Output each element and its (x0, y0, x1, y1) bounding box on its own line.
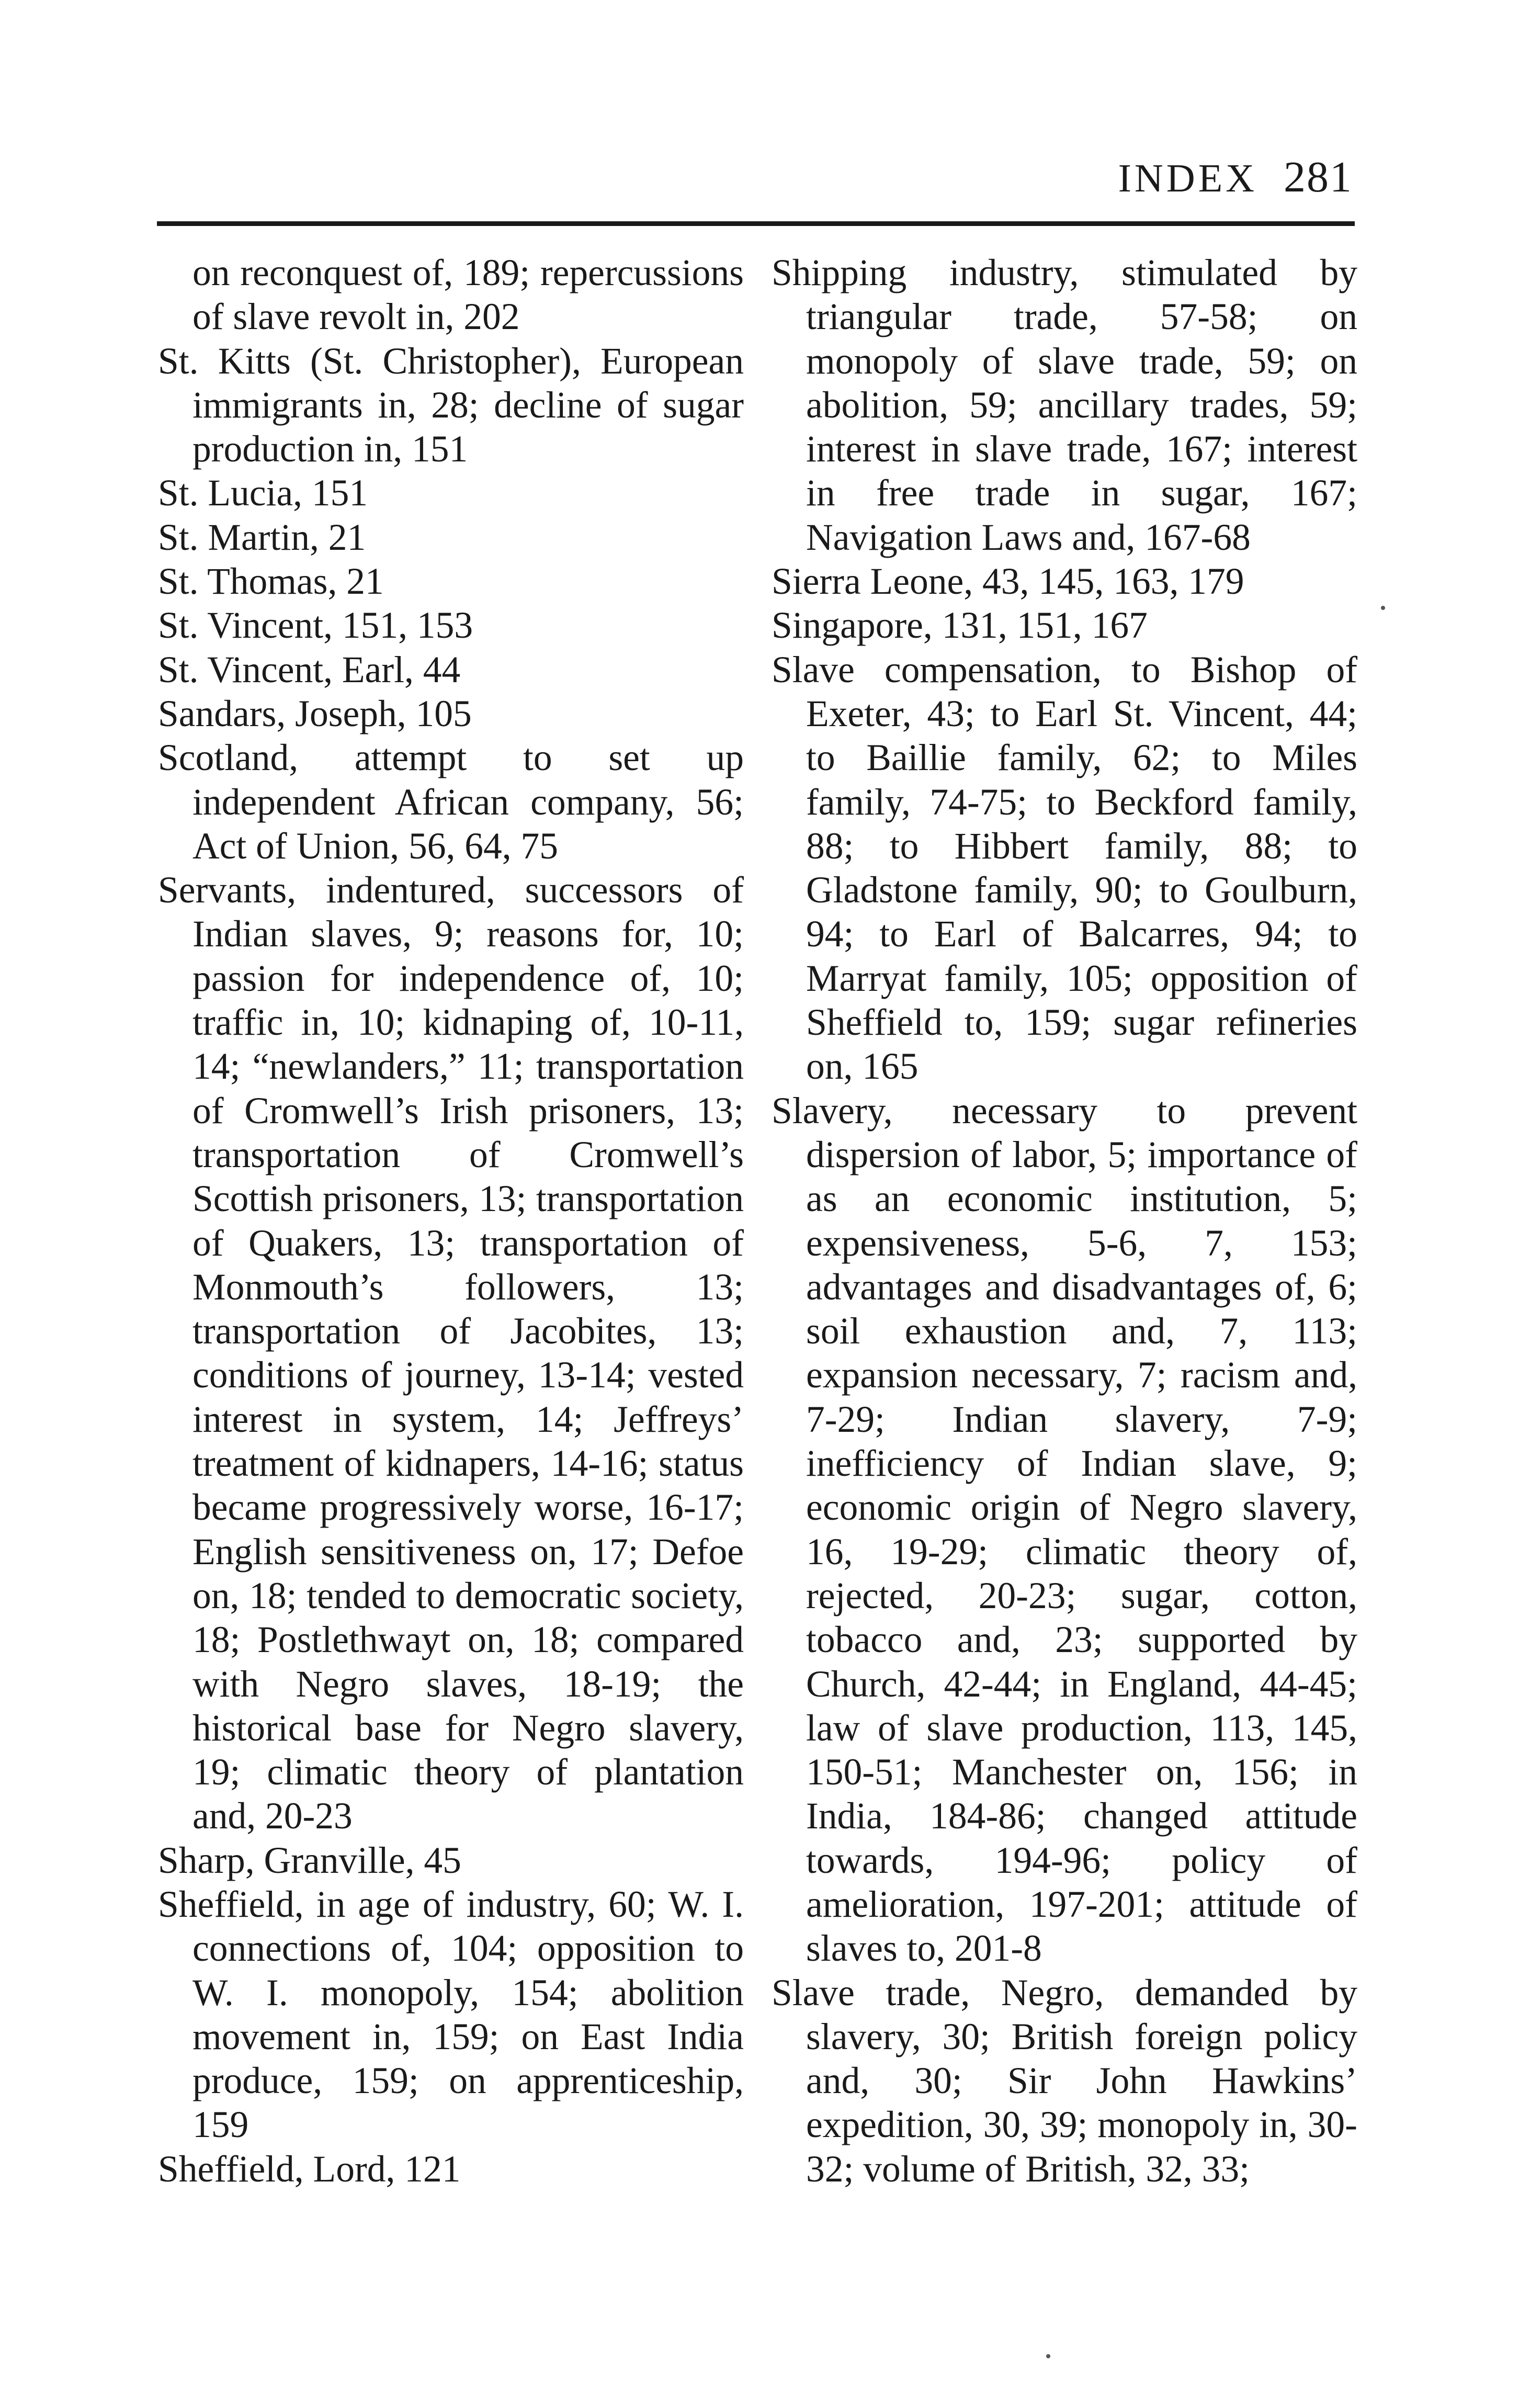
index-entry: St. Martin, 21 (158, 516, 366, 558)
stray-print-mark (1046, 2354, 1050, 2358)
index-entry: St. Vincent, 151, 153 (158, 605, 473, 647)
index-entry: Sierra Leone, 43, 145, 163, 179 (772, 561, 1244, 603)
stray-print-mark (1381, 606, 1385, 610)
index-entry: Scotland, attempt to set up independent African company, 56; Act of Union, 56, 64, 75 (158, 737, 744, 867)
index-entry: St. Thomas, 21 (158, 561, 384, 603)
index-entry: Sheffield, Lord, 121 (158, 2148, 461, 2190)
page-number: 281 (1284, 153, 1353, 201)
index-entry: St. Lucia, 151 (158, 472, 368, 514)
index-entry: Shipping industry, stimulated by triangular trade, 57-58; on monopoly of slave trade, 59; on abolition, 59; ancillary trades, 59; interest in slave trade, 167; interest in free trade in sugar, 167; Navigation Laws and, 167-68 (772, 252, 1357, 558)
index-entry: Slave trade, Negro, demanded by slavery, 30; British foreign policy and, 30; Sir John Hawkins’ expedition, 30, 39; monopoly in, 30-32; volume of British, 32, 33; (772, 1972, 1357, 2190)
left-column (158, 251, 744, 2191)
running-head (1118, 152, 1353, 202)
index-entry: Singapore, 131, 151, 167 (772, 605, 1148, 647)
index-entry: Sharp, Granville, 45 (158, 1839, 461, 1881)
index-title: INDEX (1118, 156, 1257, 200)
index-entry: Sandars, Joseph, 105 (158, 693, 472, 734)
header-rule (157, 221, 1355, 226)
index-entry: Sheffield, in age of industry, 60; W. I. connections of, 104; opposition to W. I. monopoly, 154; abolition movement in, 159; on East India produce, 159; on apprenticeship, 159 (158, 1883, 744, 2146)
index-entry: Servants, indentured, successors of Indian slaves, 9; reasons for, 10; passion for independence of, 10; traffic in, 10; kidnaping of, 10-11, 14; “newlanders,” 11; transportation of Cromwell’s Irish prisoners, 13; transportation of Cromwell’s Scottish prisoners, 13; transportation of Quakers, 13; transportation of Monmouth’s followers, 13; transportation of Jacobites, 13; conditions of journey, 13-14; vested interest in system, 14; Jeffreys’ treatment of kidnapers, 14-16; status became progressively worse, 16-17; English sensitiveness on, 17; Defoe on, 18; tended to democratic society, 18; Postlethwayt on, 18; compared with Negro slaves, 18-19; the historical base for Negro slavery, 19; climatic theory of plantation and, 20-23 (158, 869, 744, 1837)
index-entry: on reconquest of, 189; repercussions of slave revolt in, 202 (192, 252, 744, 338)
index-entry: St. Vincent, Earl, 44 (158, 649, 461, 691)
index-entry: Slave compensation, to Bishop of Exeter, 43; to Earl St. Vincent, 44; to Baillie family, 62; to Miles family, 74-75; to Beckford family, 88; to Hibbert family, 88; to Gladstone family, 90; to Goulburn, 94; to Earl of Balcarres, 94; to Marryat family, 105; opposition of Sheffield to, 159; sugar refineries on, 165 (772, 649, 1357, 1088)
right-column (772, 251, 1357, 2191)
index-entry: St. Kitts (St. Christopher), European immigrants in, 28; decline of sugar production in, 151 (158, 340, 744, 470)
index-entry: Slavery, necessary to prevent dispersion of labor, 5; importance of as an economic institution, 5; expensiveness, 5-6, 7, 153; advantages and disadvantages of, 6; soil exhaustion and, 7, 113; expansion necessary, 7; racism and, 7-29; Indian slavery, 7-9; inefficiency of Indian slave, 9; economic origin of Negro slavery, 16, 19-29; climatic theory of, rejected, 20-23; sugar, cotton, tobacco and, 23; supported by Church, 42-44; in England, 44-45; law of slave production, 113, 145, 150-51; Manchester on, 156; in India, 184-86; changed attitude towards, 194-96; policy of amelioration, 197-201; attitude of slaves to, 201-8 (772, 1090, 1357, 1970)
